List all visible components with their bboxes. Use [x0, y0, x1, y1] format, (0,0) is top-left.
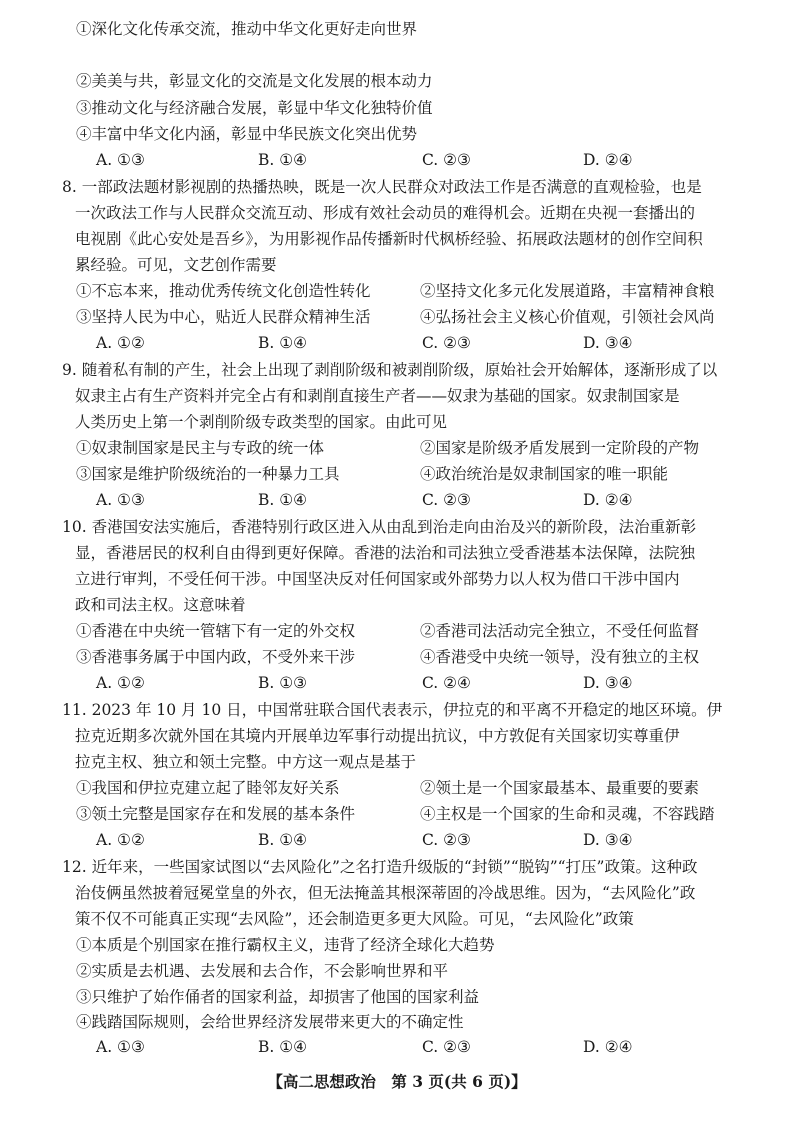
q7-option-1: ①深化文化传承交流，推动中华文化更好走向世界: [76, 20, 418, 38]
q8-choice-a: A. ①②: [96, 334, 145, 352]
q12-option-1: ①本质是个别国家在推行霸权主义，违背了经济全球化大趋势: [76, 936, 495, 954]
q7-option-3: ③推动文化与经济融合发展，彰显中华文化独特价值: [76, 99, 433, 117]
q12-stem-line-3: 策不仅不可能真正实现“去风险”，还会制造更多更大风险。可见，“去风险化”政策: [75, 910, 634, 928]
q11-stem-line-3: 拉克主权、独立和领土完整。中方这一观点是基于: [75, 753, 417, 771]
q12-option-4: ④践踏国际规则，会给世界经济发展带来更大的不确定性: [76, 1013, 464, 1031]
q12-choice-a: A. ①③: [96, 1038, 145, 1056]
q9-choice-a: A. ①③: [96, 491, 145, 509]
q10-choice-d: D. ③④: [583, 674, 633, 692]
q9-option-3: ③国家是维护阶级统治的一种暴力工具: [76, 465, 340, 483]
q9-stem-line-2: 奴隶主占有生产资料并完全占有和剥削直接生产者——奴隶为基础的国家。奴隶制国家是: [75, 387, 680, 405]
q7-choice-b: B. ①④: [258, 151, 308, 169]
q8-choice-c: C. ②③: [422, 334, 471, 352]
q9-choice-b: B. ①④: [258, 491, 308, 509]
q10-option-2: ②香港司法活动完全独立，不受任何监督: [420, 622, 700, 640]
q11-stem-line-2: 拉克近期多次就外国在其境内开展单边军事行动提出抗议，中方敦促有关国家切实尊重伊: [75, 727, 680, 745]
q8-stem-line-3: 电视剧《此心安处是吾乡》，为用影视作品传播新时代枫桥经验、拓展政法题材的创作空间积: [75, 230, 703, 248]
page-footer: 【高二思想政治 第 3 页(共 6 页)】: [267, 1072, 527, 1091]
q8-option-3: ③坚持人民为中心，贴近人民群众精神生活: [76, 308, 371, 326]
q11-option-1: ①我国和伊拉克建立起了睦邻友好关系: [76, 779, 340, 797]
q10-stem-line-3: 立进行审判，不受任何干涉。中国坚决反对任何国家或外部势力以人权为借口干涉中国内: [75, 570, 680, 588]
q12-choice-b: B. ①④: [258, 1038, 308, 1056]
q8-option-4: ④弘扬社会主义核心价值观，引领社会风尚: [420, 308, 715, 326]
q12-option-2: ②实质是去机遇、去发展和去合作，不会影响世界和平: [76, 962, 449, 980]
q10-stem-line-4: 政和司法主权。这意味着: [75, 596, 246, 614]
q8-choice-b: B. ①④: [258, 334, 308, 352]
q12-option-3: ③只维护了始作俑者的国家利益，却损害了他国的国家利益: [76, 988, 480, 1006]
q10-choice-b: B. ①③: [258, 674, 308, 692]
q8-stem-line-2: 一次政法工作与人民群众交流互动、形成有效社会动员的难得机会。近期在央视一套播出的: [75, 204, 696, 222]
q8-option-2: ②坚持文化多元化发展道路，丰富精神食粮: [420, 282, 715, 300]
q9-stem-line-3: 人类历史上第一个剥削阶级专政类型的国家。由此可见: [75, 413, 448, 431]
q9-stem-line-1: 9. 随着私有制的产生，社会上出现了剥削阶级和被剥削阶级，原始社会开始解体，逐渐形成了以: [62, 361, 718, 379]
q9-choice-c: C. ②③: [422, 491, 471, 509]
q9-option-1: ①奴隶制国家是民主与专政的统一体: [76, 439, 325, 457]
q7-option-2: ②美美与共，彰显文化的交流是文化发展的根本动力: [76, 72, 433, 90]
q11-choice-d: D. ③④: [583, 831, 633, 849]
q12-stem-line-2: 治伎俩虽然披着冠冕堂皇的外衣，但无法掩盖其根深蒂固的冷战思维。因为，“去风险化”政: [75, 884, 696, 902]
q11-option-4: ④主权是一个国家的生命和灵魂，不容践踏: [420, 805, 715, 823]
q8-stem-line-1: 8. 一部政法题材影视剧的热播热映，既是一次人民群众对政法工作是否满意的直观检验，也是: [62, 178, 702, 196]
q10-option-4: ④香港受中央统一领导，没有独立的主权: [420, 648, 700, 666]
q12-stem-line-1: 12. 近年来，一些国家试图以“去风险化”之名打造升级版的“封锁”“脱钩”“打压”政策。这种政: [62, 858, 698, 876]
q10-stem-line-2: 显，香港居民的权利自由得到更好保障。香港的法治和司法独立受香港基本法保障，法院独: [75, 544, 696, 562]
q11-choice-a: A. ①②: [96, 831, 145, 849]
q10-option-1: ①香港在中央统一管辖下有一定的外交权: [76, 622, 356, 640]
q9-option-4: ④政治统治是奴隶制国家的唯一职能: [420, 465, 669, 483]
q10-option-3: ③香港事务属于中国内政，不受外来干涉: [76, 648, 356, 666]
q11-option-3: ③领土完整是国家存在和发展的基本条件: [76, 805, 356, 823]
q10-stem-line-1: 10. 香港国安法实施后，香港特别行政区进入从由乱到治走向由治及兴的新阶段，法治重新彰: [62, 518, 697, 536]
q9-choice-d: D. ②④: [583, 491, 633, 509]
q11-choice-b: B. ①④: [258, 831, 308, 849]
q7-choice-a: A. ①③: [96, 151, 145, 169]
q11-option-2: ②领土是一个国家最基本、最重要的要素: [420, 779, 700, 797]
q7-choice-d: D. ②④: [583, 151, 633, 169]
q11-stem-line-1: 11. 2023 年 10 月 10 日，中国常驻联合国代表表示，伊拉克的和平离不开稳定的地区环境。伊: [62, 701, 723, 719]
q10-choice-c: C. ②④: [422, 674, 471, 692]
q11-choice-c: C. ②③: [422, 831, 471, 849]
q7-option-4: ④丰富中华文化内涵，彰显中华民族文化突出优势: [76, 125, 418, 143]
q7-choice-c: C. ②③: [422, 151, 471, 169]
q12-choice-c: C. ②③: [422, 1038, 471, 1056]
q12-choice-d: D. ②④: [583, 1038, 633, 1056]
q9-option-2: ②国家是阶级矛盾发展到一定阶段的产物: [420, 439, 700, 457]
q8-stem-line-4: 累经验。可见，文艺创作需要: [75, 256, 277, 274]
q8-option-1: ①不忘本来，推动优秀传统文化创造性转化: [76, 282, 371, 300]
q10-choice-a: A. ①②: [96, 674, 145, 692]
q8-choice-d: D. ③④: [583, 334, 633, 352]
